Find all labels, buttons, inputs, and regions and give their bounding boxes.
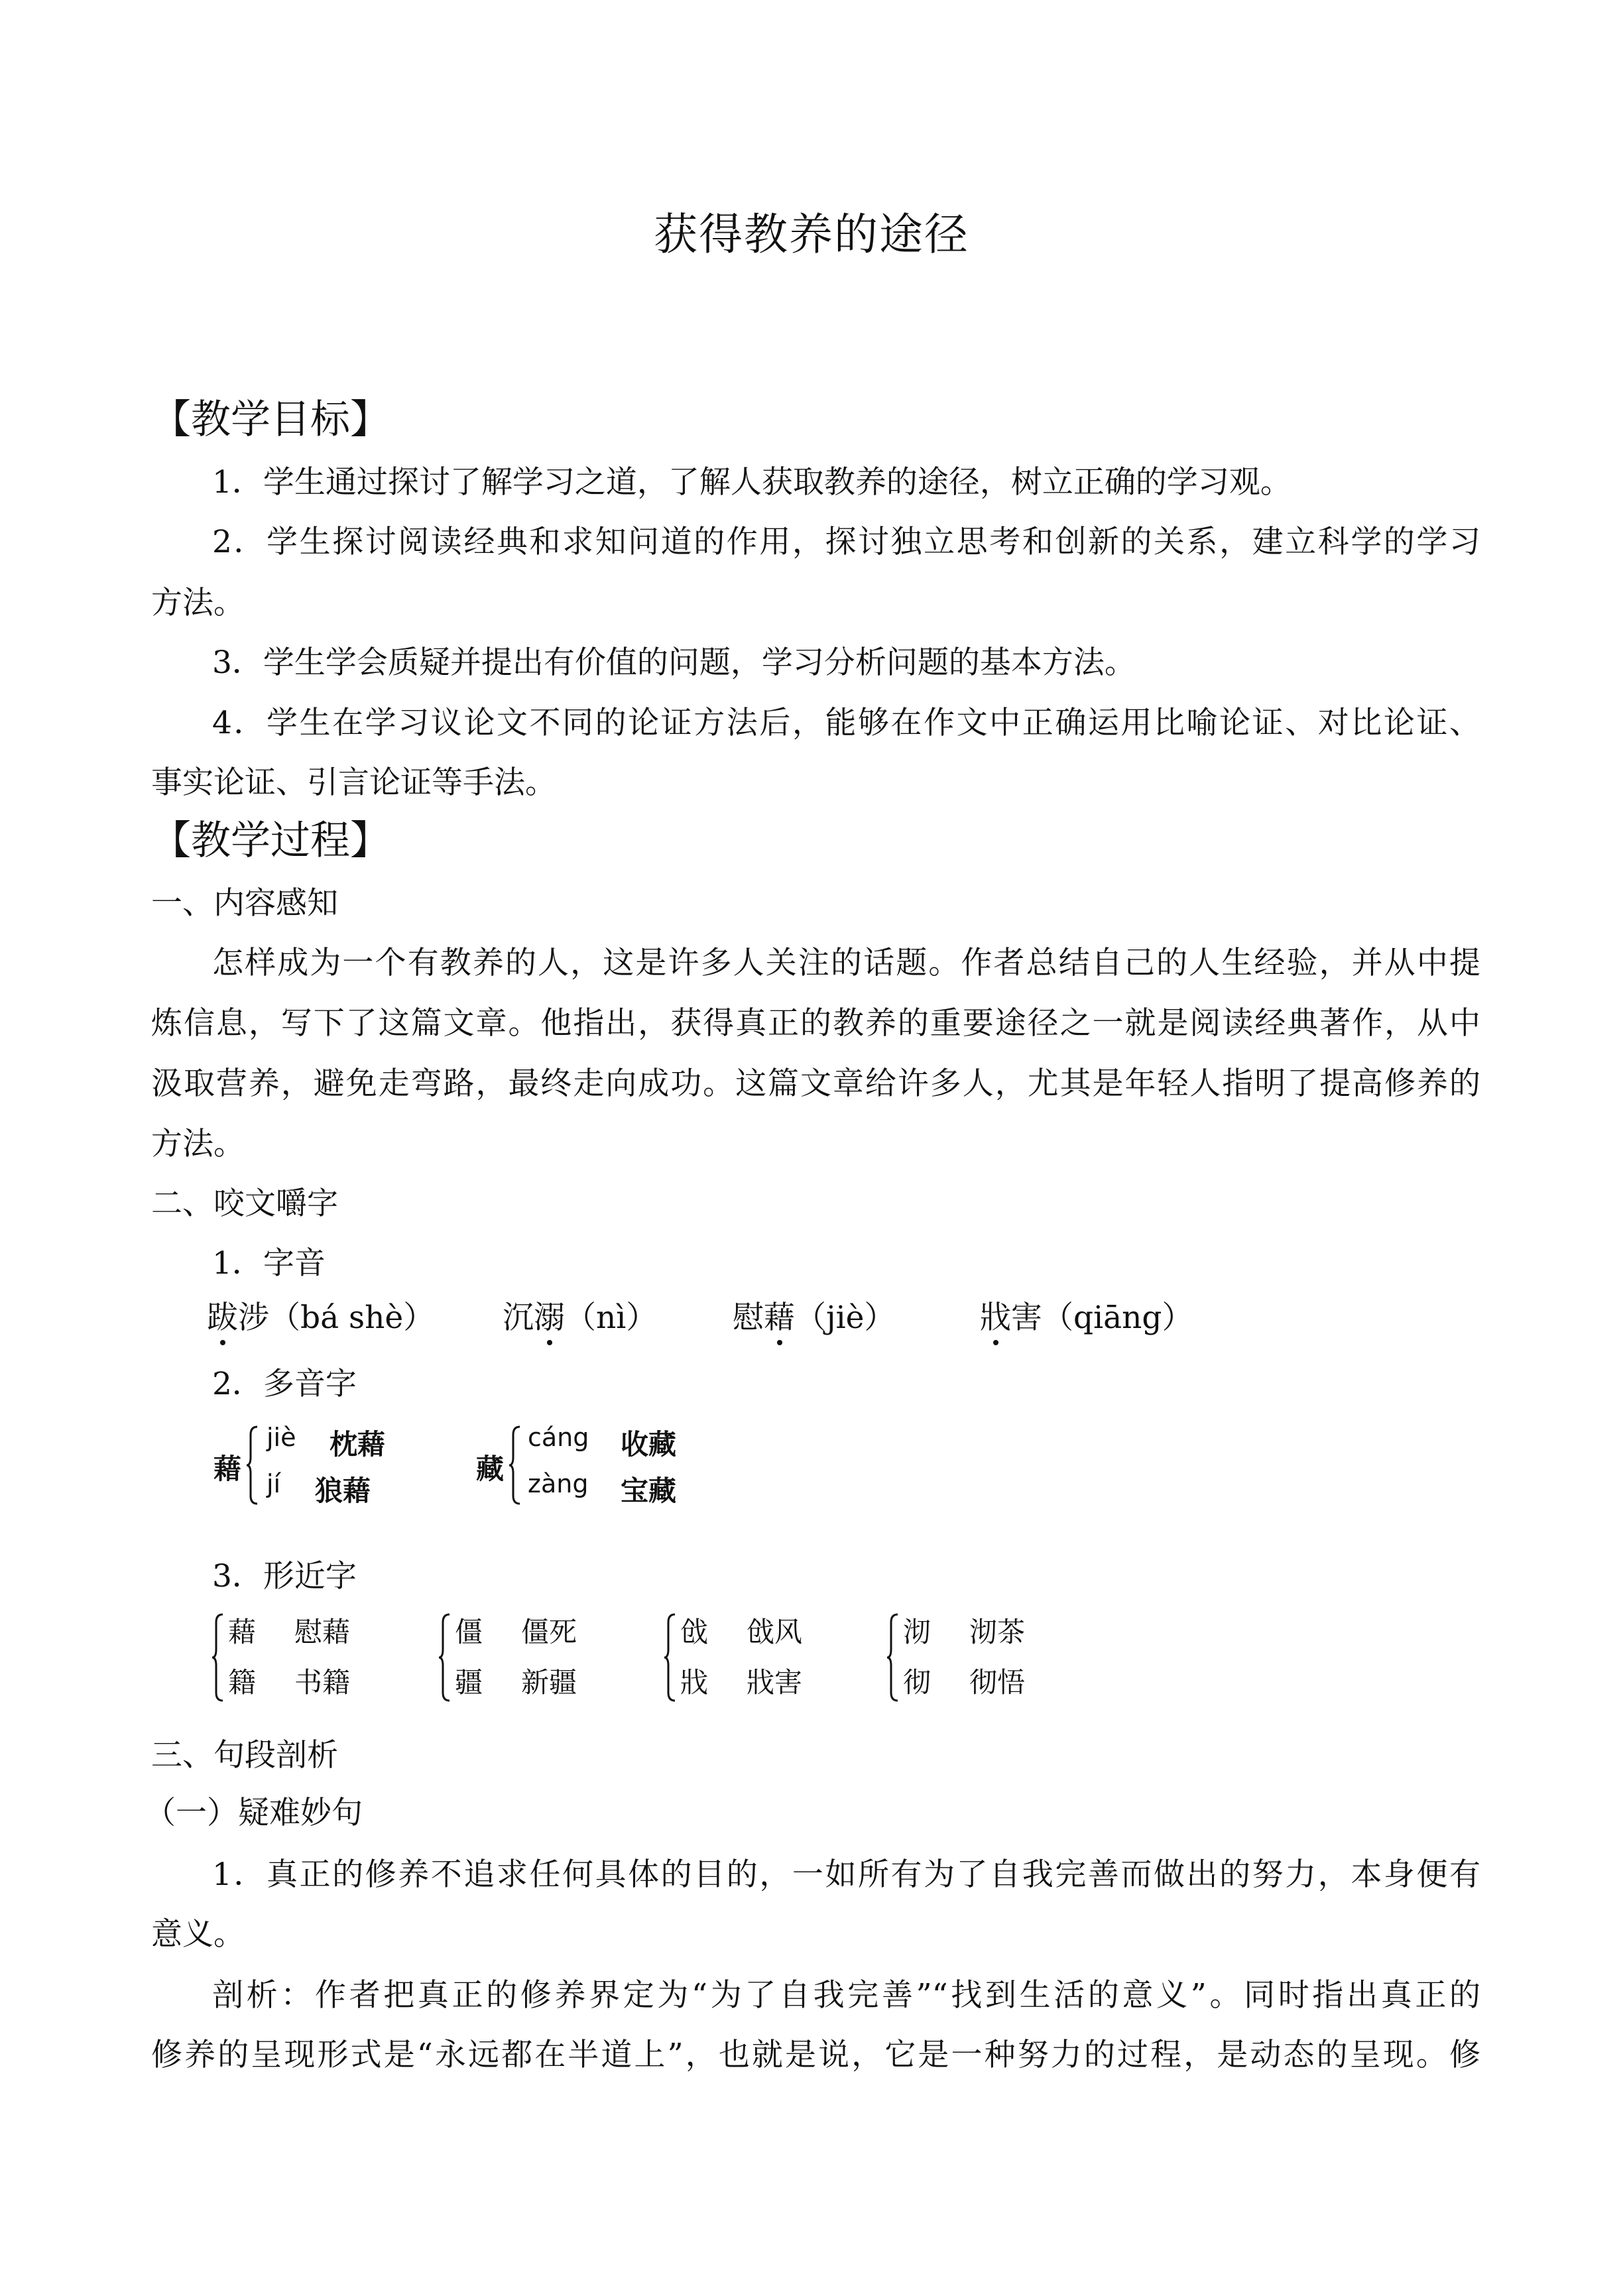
part1-heading: 一、内容感知 <box>151 885 338 922</box>
part1-para-line-1: 怎样成为一个有教养的人，这是许多人关注的话题。作者总结自己的人生经验，并从中提 <box>212 945 1480 981</box>
sentence-1-line-2: 意义。 <box>151 1916 245 1953</box>
goal-2-line-1: 2．学生探讨阅读经典和求知问道的作用，探讨独立思考和创新的关系，建立科学的学习 <box>212 524 1480 560</box>
process-heading: 【教学过程】 <box>151 817 390 864</box>
part1-para-line-2: 炼信息，写下了这篇文章。他指出，获得真正的教养的重要途径之一就是阅读经典著作，从中 <box>151 1005 1480 1042</box>
goal-3: 3．学生学会质疑并提出有价值的问题，学习分析问题的基本方法。 <box>212 644 1136 681</box>
analysis-line-2: 修养的呈现形式是“永远都在半道上”，也就是说，它是一种努力的过程，是动态的呈现。修 <box>151 2037 1480 2073</box>
pronunciation-subheading: 1．字音 <box>212 1245 326 1282</box>
goal-4-line-1: 4．学生在学习议论文不同的论证方法后，能够在作文中正确运用比喻论证、对比论证、 <box>212 705 1480 741</box>
part1-para-line-4: 方法。 <box>151 1126 245 1162</box>
similar-char-subheading: 3．形近字 <box>212 1558 357 1595</box>
pron-item-1: 跋涉（bá shè） <box>207 1299 435 1336</box>
pron-item-2: 沉溺（nì） <box>503 1299 658 1336</box>
goal-4-line-2: 事实论证、引言论证等手法。 <box>151 764 556 801</box>
polyphone-char: 藏 <box>476 1453 505 1485</box>
similar-char-group: 戗 戗风 戕 戕害 <box>663 1608 862 1707</box>
polyphone-subheading: 2．多音字 <box>212 1366 357 1402</box>
brace-icon <box>211 1613 225 1702</box>
similar-char-group: 僵 僵死 疆 新疆 <box>438 1608 636 1707</box>
page-title: 获得教养的途径 <box>654 209 969 260</box>
pron-item-4: 戕害（qiāng） <box>980 1299 1193 1336</box>
polyphone-group: 藏 cáng 收藏 zàng 宝藏 <box>476 1423 677 1507</box>
brace-icon <box>508 1425 522 1505</box>
brace-icon <box>245 1425 260 1505</box>
part2-heading: 二、咬文嚼字 <box>151 1185 338 1222</box>
pron-item-3: 慰藉（jiè） <box>733 1299 896 1336</box>
polyphone-group: 藉 jiè 枕藉 jí 狼藉 <box>213 1423 386 1507</box>
brace-icon <box>438 1613 452 1702</box>
part3-heading: 三、句段剖析 <box>151 1737 338 1774</box>
analysis-line-1: 剖析：作者把真正的修养界定为“为了自我完善”“找到生活的意义”。同时指出真正的 <box>212 1977 1480 2014</box>
difficult-sentences-subheading: （一）疑难妙句 <box>145 1795 363 1831</box>
goals-heading: 【教学目标】 <box>151 396 390 443</box>
polyphone-char: 藉 <box>213 1453 242 1485</box>
similar-char-group: 藉 慰藉 籍 书籍 <box>211 1608 410 1707</box>
similar-char-group: 沏 沏茶 彻 彻悟 <box>886 1608 1085 1707</box>
brace-icon <box>663 1613 678 1702</box>
brace-icon <box>886 1613 900 1702</box>
part1-para-line-3: 汲取营养，避免走弯路，最终走向成功。这篇文章给许多人，尤其是年轻人指明了提高修养的 <box>151 1065 1480 1102</box>
goal-2-line-2: 方法。 <box>151 585 245 621</box>
goal-1: 1．学生通过探讨了解学习之道，了解人获取教养的途径，树立正确的学习观。 <box>212 464 1292 501</box>
sentence-1-line-1: 1．真正的修养不追求任何具体的目的，一如所有为了自我完善而做出的努力，本身便有 <box>212 1856 1480 1893</box>
